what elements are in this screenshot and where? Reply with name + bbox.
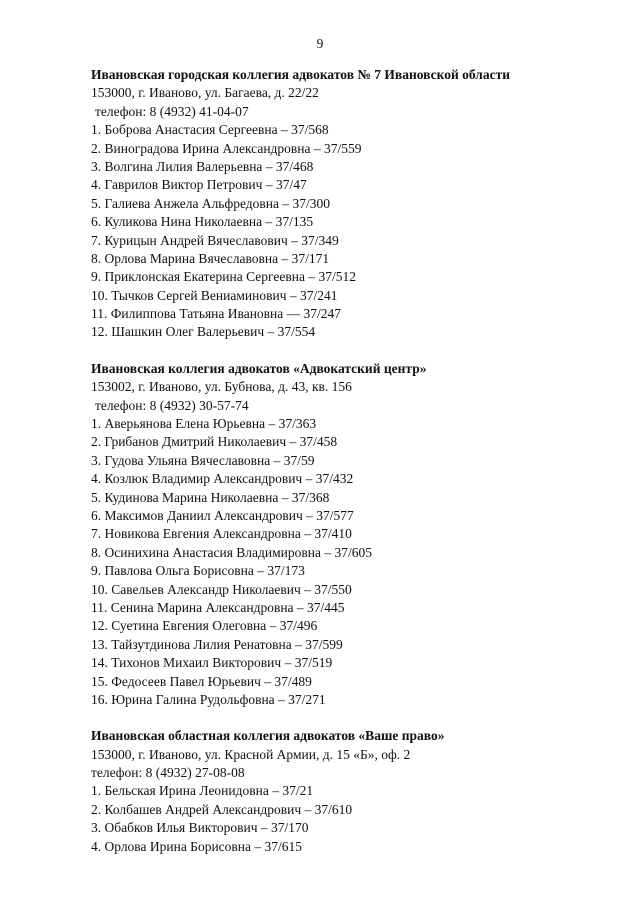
section-title: Ивановская городская коллегия адвокатов № 7 Ивановской области bbox=[91, 67, 510, 82]
member-entry: 1. Боброва Анастасия Сергеевна – 37/568 bbox=[91, 122, 329, 138]
member-entry: 16. Юрина Галина Рудольфовна – 37/271 bbox=[91, 691, 326, 707]
member-entry: 7. Курицын Андрей Вячеславович – 37/349 bbox=[91, 232, 339, 248]
member-list bbox=[91, 121, 621, 342]
member-entry: 3. Обабков Илья Викторович – 37/170 bbox=[91, 820, 309, 836]
bar-association-section bbox=[91, 727, 621, 856]
member-entry: 6. Максимов Даниил Александрович – 37/577 bbox=[91, 507, 354, 523]
member-entry: 6. Куликова Нина Николаевна – 37/135 bbox=[91, 214, 314, 230]
member-entry: 1. Бельская Ирина Леонидовна – 37/21 bbox=[91, 783, 314, 799]
member-entry: 3. Волгина Лилия Валерьевна – 37/468 bbox=[91, 158, 314, 174]
member-entry: 5. Кудинова Марина Николаевна – 37/368 bbox=[91, 489, 330, 505]
member-entry: 2. Колбашев Андрей Александрович – 37/610 bbox=[91, 801, 353, 817]
section-phone: телефон: 8 (4932) 27-08-08 bbox=[91, 765, 245, 781]
section-address: 153000, г. Иваново, ул. Багаева, д. 22/22 bbox=[91, 85, 319, 101]
member-entry: 2. Виноградова Ирина Александровна – 37/559 bbox=[91, 140, 362, 156]
member-list bbox=[91, 782, 621, 856]
member-entry: 1. Аверьянова Елена Юрьевна – 37/363 bbox=[91, 416, 317, 432]
member-list bbox=[91, 415, 621, 709]
member-entry: 13. Тайзутдинова Лилия Ренатовна – 37/599 bbox=[91, 636, 343, 652]
member-entry: 15. Федосеев Павел Юрьевич – 37/489 bbox=[91, 673, 312, 689]
member-entry: 10. Савельев Александр Николаевич – 37/550 bbox=[91, 581, 352, 597]
bar-association-section bbox=[91, 360, 621, 709]
member-entry: 12. Суетина Евгения Олеговна – 37/496 bbox=[91, 618, 318, 634]
section-phone: телефон: 8 (4932) 30-57-74 bbox=[95, 397, 249, 413]
bar-association-section bbox=[91, 66, 621, 342]
section-address: 153000, г. Иваново, ул. Красной Армии, д. 15 «Б», оф. 2 bbox=[91, 746, 411, 762]
member-entry: 8. Орлова Марина Вячеславовна – 37/171 bbox=[91, 250, 330, 266]
member-entry: 4. Орлова Ирина Борисовна – 37/615 bbox=[91, 838, 302, 854]
section-title: Ивановская коллегия адвокатов «Адвокатский центр» bbox=[91, 360, 427, 376]
member-entry: 4. Гаврилов Виктор Петрович – 37/47 bbox=[91, 177, 307, 193]
member-entry: 7. Новикова Евгения Александровна – 37/410 bbox=[91, 526, 352, 542]
member-entry: 4. Козлюк Владимир Александрович – 37/432 bbox=[91, 471, 354, 487]
document-body bbox=[91, 66, 621, 874]
member-entry: 12. Шашкин Олег Валерьевич – 37/554 bbox=[91, 324, 316, 340]
section-title: Ивановская областная коллегия адвокатов «Ваше право» bbox=[91, 728, 445, 744]
member-entry: 14. Тихонов Михаил Викторович – 37/519 bbox=[91, 655, 333, 671]
section-address: 153002, г. Иваново, ул. Бубнова, д. 43, кв. 156 bbox=[91, 379, 352, 395]
member-entry: 11. Сенина Марина Александровна – 37/445 bbox=[91, 599, 345, 615]
member-entry: 9. Приклонская Екатерина Сергеевна – 37/512 bbox=[91, 269, 356, 285]
section-phone: телефон: 8 (4932) 41-04-07 bbox=[95, 103, 249, 119]
member-entry: 10. Тычков Сергей Вениаминович – 37/241 bbox=[91, 287, 338, 303]
member-entry: 8. Осинихина Анастасия Владимировна – 37/605 bbox=[91, 544, 372, 560]
page-number: 9 bbox=[316, 36, 324, 51]
member-entry: 9. Павлова Ольга Борисовна – 37/173 bbox=[91, 563, 305, 579]
member-entry: 5. Галиева Анжела Альфредовна – 37/300 bbox=[91, 195, 330, 211]
member-entry: 11. Филиппова Татьяна Ивановна — 37/247 bbox=[91, 306, 342, 322]
member-entry: 3. Гудова Ульяна Вячеславовна – 37/59 bbox=[91, 452, 315, 468]
member-entry: 2. Грибанов Дмитрий Николаевич – 37/458 bbox=[91, 434, 338, 450]
